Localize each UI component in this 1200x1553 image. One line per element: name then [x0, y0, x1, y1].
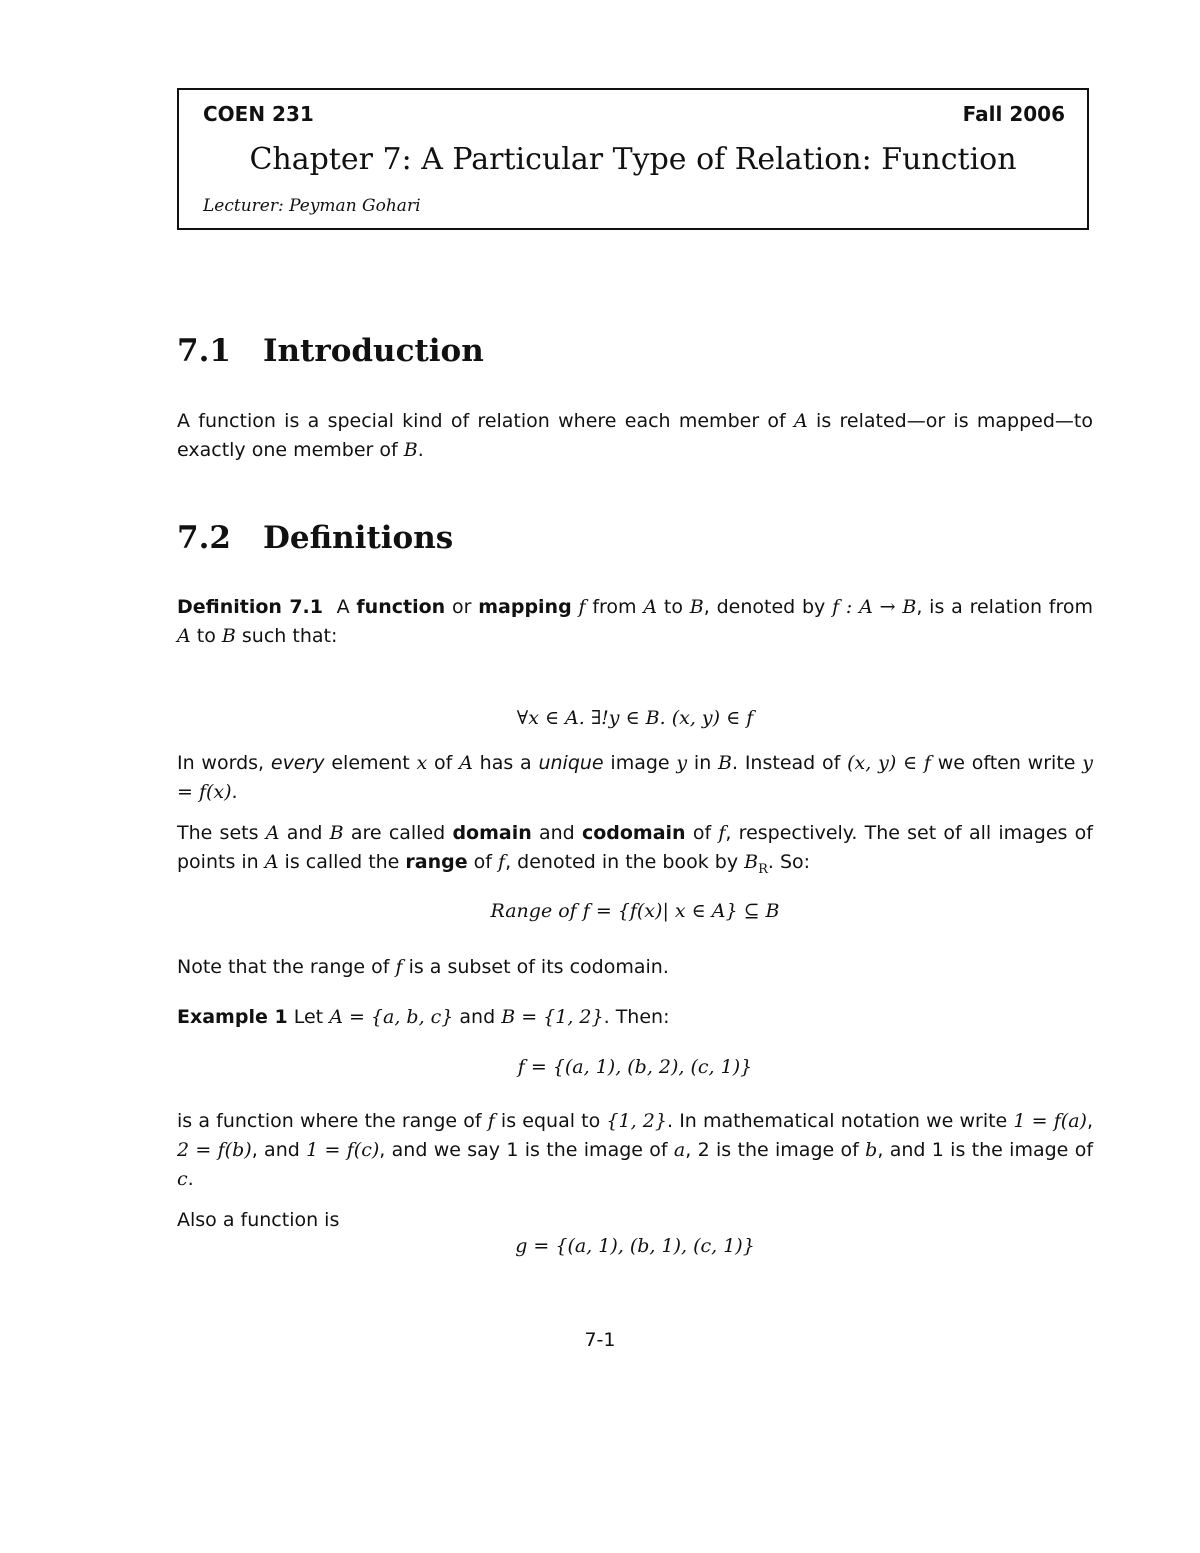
math-expression: f : A → B	[832, 596, 917, 618]
math-var: f	[498, 851, 506, 873]
section-title-text: Introduction	[263, 333, 484, 369]
body-text: is a subset of its codomain.	[402, 956, 669, 978]
intro-text: is related—or is mapped—to exactly one member of	[177, 410, 1093, 461]
definition-label: Definition 7.1	[177, 596, 323, 618]
math-expression: 2 = f(b)	[177, 1139, 252, 1161]
section-number: 7.2	[177, 520, 231, 556]
body-text: has a	[472, 752, 539, 774]
body-text: is called the	[278, 851, 406, 873]
term-range: range	[405, 851, 468, 873]
in-words-paragraph	[177, 749, 1093, 807]
section-number: 7.1	[177, 333, 231, 369]
math-var: f	[578, 596, 586, 618]
body-text: in	[687, 752, 719, 774]
intro-text: .	[417, 439, 424, 461]
body-text: . Instead of	[732, 752, 848, 774]
body-text: Note that the range of	[177, 956, 396, 978]
example-paragraph	[177, 1107, 1093, 1194]
math-expression: B = {1, 2}	[501, 1006, 604, 1028]
intro-text: A function is a special kind of relation where each member of	[177, 410, 795, 432]
body-text: .	[231, 781, 238, 803]
body-text: , and we say 1 is the image of	[379, 1139, 674, 1161]
math-var: A	[459, 752, 473, 774]
page-number: 7-1	[584, 1329, 616, 1351]
chapter-title: Chapter 7: A Particular Type of Relation: Function	[249, 142, 1017, 177]
term-codomain: codomain	[581, 822, 686, 844]
definition-text: such that:	[235, 625, 338, 647]
math-expression: 1 = f(c)	[306, 1139, 380, 1161]
math-expression: (x, y) ∈ f	[847, 752, 931, 774]
sets-paragraph	[177, 819, 1093, 884]
body-text: of	[427, 752, 460, 774]
math-var: B	[689, 596, 704, 618]
definition-text: A	[336, 596, 357, 618]
definition-term: function	[356, 596, 446, 618]
body-text: In words,	[177, 752, 271, 774]
body-text: and	[453, 1006, 502, 1028]
definition-formula: ∀x ∈ A. ∃!y ∈ B. (x, y) ∈ f	[516, 707, 754, 729]
course-code: COEN 231	[203, 102, 314, 126]
math-expression: y = f(x)	[177, 752, 1093, 803]
body-text: ,	[1086, 1110, 1094, 1132]
body-text: . In mathematical notation we write	[666, 1110, 1014, 1132]
body-text: and	[531, 822, 582, 844]
also-paragraph: Also a function is	[177, 1209, 340, 1231]
body-text: , and 1 is the image of	[877, 1139, 1094, 1161]
definition-text: to	[657, 596, 690, 618]
emphasis-text: unique	[538, 752, 604, 774]
math-var: A	[264, 851, 279, 873]
body-text: , and	[251, 1139, 307, 1161]
math-var: B	[329, 822, 344, 844]
math-var: a	[673, 1139, 686, 1161]
math-var: x	[416, 752, 428, 774]
body-text: of	[685, 822, 719, 844]
body-text: Let	[287, 1006, 330, 1028]
body-text: and	[279, 822, 330, 844]
body-text: The sets	[177, 822, 266, 844]
g-formula: g = {(a, 1), (b, 1), (c, 1)}	[515, 1235, 755, 1257]
body-text: element	[324, 752, 417, 774]
f-formula: f = {(a, 1), (b, 2), (c, 1)}	[517, 1056, 753, 1078]
body-text: is a function where the range of	[177, 1110, 488, 1132]
header-box	[177, 88, 1089, 230]
note-paragraph	[177, 953, 1093, 982]
body-text: are called	[343, 822, 453, 844]
section-heading-definitions	[177, 520, 453, 556]
math-var: b	[865, 1139, 878, 1161]
body-text: .	[187, 1168, 194, 1190]
term-domain: domain	[452, 822, 532, 844]
body-text: image	[603, 752, 677, 774]
definition-text: from	[585, 596, 644, 618]
math-var: B	[221, 625, 236, 647]
math-var: B	[403, 439, 418, 461]
body-text: we often write	[930, 752, 1083, 774]
math-expression: {1, 2}	[606, 1110, 667, 1132]
emphasis-text: every	[270, 752, 325, 774]
body-text: , respectively. The set of all images of points in	[177, 822, 1093, 873]
body-text: of	[467, 851, 499, 873]
lecturer: Lecturer: Peyman Gohari	[203, 196, 421, 216]
body-text: . So:	[767, 851, 811, 873]
math-var: A	[265, 822, 280, 844]
math-var: A	[177, 625, 191, 647]
math-subscript: R	[758, 861, 768, 877]
math-expression: 1 = f(a)	[1013, 1110, 1087, 1132]
body-text: is equal to	[494, 1110, 607, 1132]
course-term: Fall 2006	[962, 102, 1065, 126]
math-var: f	[718, 822, 726, 844]
body-text: , denoted in the book by	[505, 851, 745, 873]
definition-term: mapping	[478, 596, 572, 618]
math-expression: A = {a, b, c}	[329, 1006, 454, 1028]
definition-text: to	[190, 625, 222, 647]
body-text: , 2 is the image of	[685, 1139, 866, 1161]
math-var: B	[718, 752, 732, 774]
math-var: A	[643, 596, 658, 618]
math-var: A	[794, 410, 808, 432]
math-var: f	[487, 1110, 495, 1132]
definition-text	[572, 596, 579, 618]
definition-paragraph	[177, 593, 1093, 651]
definition-text: , is a relation from	[916, 596, 1093, 618]
math-var: B	[744, 851, 759, 873]
intro-paragraph	[177, 407, 1093, 465]
definition-text: , denoted by	[703, 596, 833, 618]
math-var: c	[177, 1168, 188, 1190]
example-intro	[177, 1003, 1093, 1032]
range-formula: Range of f = {f(x)| x ∈ A} ⊆ B	[490, 900, 780, 922]
section-heading-introduction	[177, 333, 484, 369]
math-var: y	[676, 752, 688, 774]
section-title-text: Definitions	[263, 520, 454, 556]
definition-text: or	[445, 596, 479, 618]
math-var: f	[395, 956, 403, 978]
body-text: . Then:	[603, 1006, 670, 1028]
example-label: Example 1	[177, 1006, 288, 1028]
